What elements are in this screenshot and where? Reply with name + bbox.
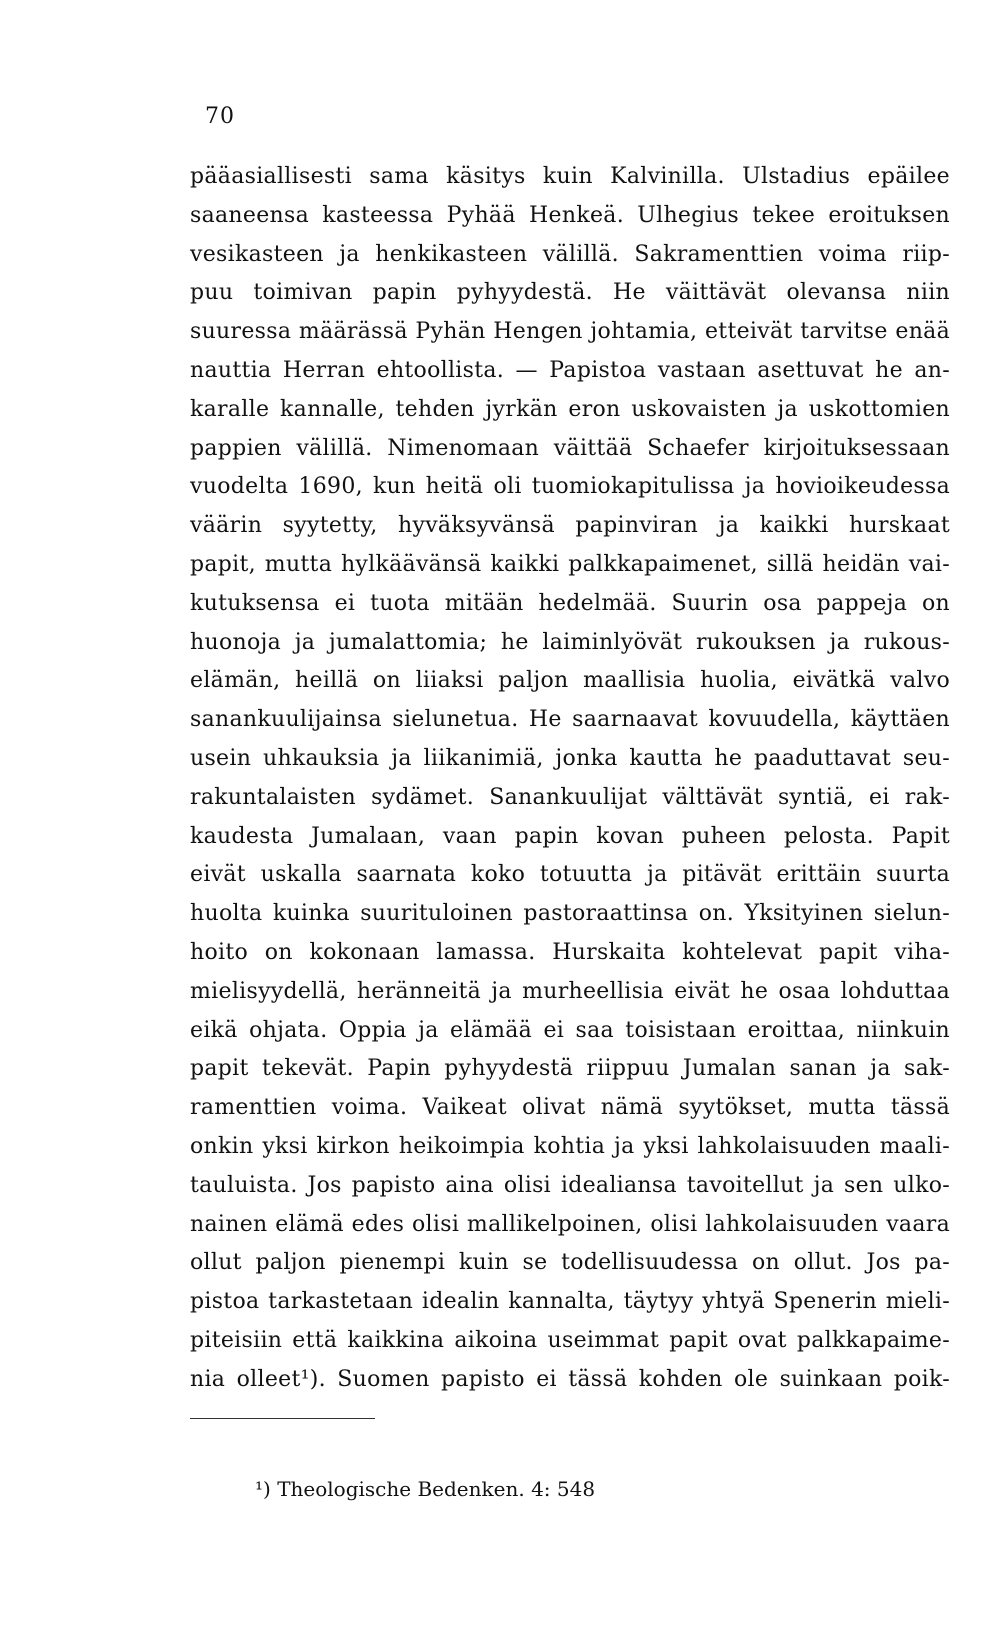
text-line: väärin syytetty, hyväksyvänsä papinviran ja kaikki hurskaat bbox=[190, 513, 950, 539]
page-number: 70 bbox=[205, 104, 235, 129]
text-line: nainen elämä edes olisi mallikelpoinen, olisi lahkolaisuuden vaara bbox=[190, 1211, 950, 1237]
text-line: elämän, heillä on liiaksi paljon maallisia huolia, eivätkä valvo bbox=[190, 668, 950, 694]
text-line: kaudesta Jumalaan, vaan papin kovan puheen pelosta. Papit bbox=[190, 823, 950, 849]
text-line: karalle kannalle, tehden jyrkän eron uskovaisten ja uskottomien bbox=[190, 396, 950, 422]
text-line: nia olleet¹). Suomen papisto ei tässä kohden ole suinkaan poik- bbox=[190, 1366, 950, 1392]
text-line: sanankuulijainsa sielunetua. He saarnaavat kovuudella, käyttäen bbox=[190, 707, 950, 733]
text-line: vuodelta 1690, kun heitä oli tuomiokapitulissa ja hovioikeudessa bbox=[190, 474, 950, 500]
text-line: usein uhkauksia ja liikanimiä, jonka kautta he paaduttavat seu- bbox=[190, 745, 950, 771]
text-line: kutuksensa ei tuota mitään hedelmää. Suurin osa pappeja on bbox=[190, 590, 950, 616]
text-line: pääasiallisesti sama käsitys kuin Kalvinilla. Ulstadius epäilee bbox=[190, 164, 950, 189]
text-line: suuressa määrässä Pyhän Hengen johtamia, etteivät tarvitse enää bbox=[190, 319, 950, 345]
body-text bbox=[190, 158, 950, 1400]
text-line: ramenttien voima. Vaikeat olivat nämä syytökset, mutta tässä bbox=[190, 1095, 950, 1121]
text-line: hoito on kokonaan lamassa. Hurskaita kohtelevat papit viha- bbox=[190, 939, 950, 965]
text-line: rakuntalaisten sydämet. Sanankuulijat välttävät syntiä, ei rak- bbox=[190, 784, 950, 810]
text-line: piteisiin että kaikkina aikoina useimmat papit ovat palkkapaime- bbox=[190, 1327, 950, 1353]
text-line: ollut paljon pienempi kuin se todellisuudessa on ollut. Jos pa- bbox=[190, 1250, 950, 1276]
text-line: pappien välillä. Nimenomaan väittää Schaefer kirjoituksessaan bbox=[190, 435, 950, 461]
text-line: pistoa tarkastetaan idealin kannalta, täytyy yhtyä Spenerin mieli- bbox=[190, 1289, 950, 1315]
footnote-marker: ¹) bbox=[255, 1477, 271, 1501]
text-line: eivät uskalla saarnata koko totuutta ja pitävät erittäin suurta bbox=[190, 862, 950, 888]
text-line: eikä ohjata. Oppia ja elämää ei saa toisistaan eroittaa, niinkuin bbox=[190, 1017, 950, 1043]
text-line: nauttia Herran ehtoollista. — Papistoa vastaan asettuvat he an- bbox=[190, 357, 950, 383]
text-line: tauluista. Jos papisto aina olisi idealiansa tavoitellut ja sen ulko- bbox=[190, 1172, 950, 1198]
footnote bbox=[255, 1477, 595, 1501]
text-line: saaneensa kasteessa Pyhää Henkeä. Ulhegius tekee eroituksen bbox=[190, 202, 950, 228]
text-line: papit, mutta hylkäävänsä kaikki palkkapaimenet, sillä heidän vai- bbox=[190, 551, 950, 577]
text-line: onkin yksi kirkon heikoimpia kohtia ja yksi lahkolaisuuden maali- bbox=[190, 1133, 950, 1159]
text-line: mielisyydellä, heränneitä ja murheellisia eivät he osaa lohduttaa bbox=[190, 978, 950, 1004]
text-line: papit tekevät. Papin pyhyydestä riippuu Jumalan sanan ja sak- bbox=[190, 1056, 950, 1082]
footnote-divider bbox=[190, 1418, 375, 1419]
footnote-text: Theologische Bedenken. 4: 548 bbox=[277, 1477, 596, 1501]
text-line: huonoja ja jumalattomia; he laiminlyövät rukouksen ja rukous- bbox=[190, 629, 950, 655]
text-line: huolta kuinka suurituloinen pastoraattinsa on. Yksityinen sielun- bbox=[190, 901, 950, 927]
text-line: vesikasteen ja henkikasteen välillä. Sakramenttien voima riip- bbox=[190, 241, 950, 267]
text-line: puu toimivan papin pyhyydestä. He väittävät olevansa niin bbox=[190, 280, 950, 306]
